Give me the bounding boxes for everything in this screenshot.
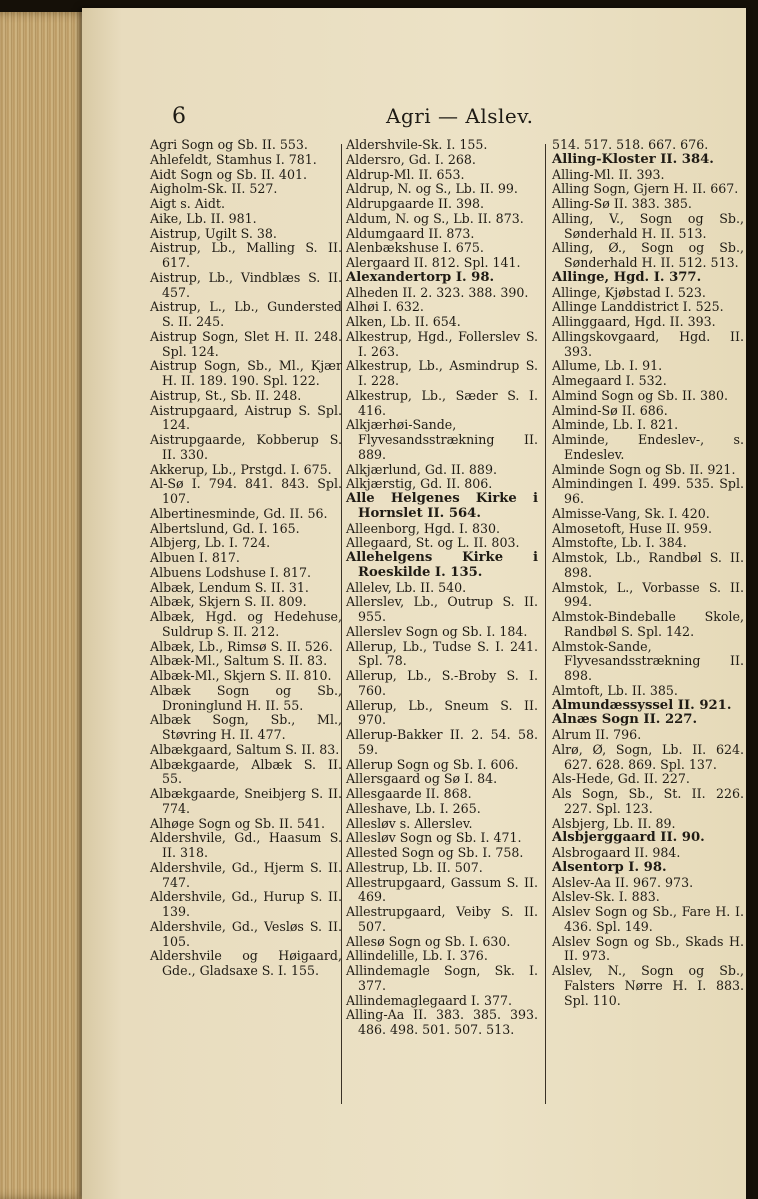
index-entry: 514. 517. 518. 667. 676. xyxy=(552,137,709,152)
index-entry: Albæk, Skjern S. II. 809. xyxy=(150,594,307,610)
index-entry: Alslev, N., Sogn og Sb., Falsters Nørre H. I. 883. Spl. 110. xyxy=(552,963,744,1008)
index-entry: Alhøi I. 632. xyxy=(346,299,424,315)
index-entry: Albæk-Ml., Saltum S. II. 83. xyxy=(150,653,328,669)
index-entry: Alkjærstig, Gd. II. 806. xyxy=(346,476,493,492)
index-entry: Almundæssyssel II. 921. xyxy=(552,697,732,713)
index-entry: Aldershvile, Gd., Hurup S. II. 139. xyxy=(150,889,342,919)
index-entry: Aistrupgaarde, Kobberup S. II. 330. xyxy=(150,432,342,462)
index-entry: Albæk Sogn og Sb., Droninglund H. II. 55. xyxy=(150,682,342,713)
index-column-1 xyxy=(150,138,342,979)
index-entry: Aistrup Sogn, Sb., Ml., Kjær H. II. 189. 190. Spl. 122. xyxy=(150,358,342,388)
index-entry: Aistrup, St., Sb. II. 248. xyxy=(150,387,302,403)
index-entry: Aistrupgaard, Aistrup S. Spl. 124. xyxy=(150,402,342,433)
index-entry: Almtoft, Lb. II. 385. xyxy=(552,682,678,698)
index-entry: Alsbrogaard II. 984. xyxy=(552,845,681,860)
index-entry: Allesø Sogn og Sb. I. 630. xyxy=(346,933,511,949)
index-entry: Allested Sogn og Sb. I. 758. xyxy=(346,845,524,860)
index-entry: Aidt Sogn og Sb. II. 401. xyxy=(150,166,307,182)
index-entry: Allerslev, Lb., Outrup S. II. 955. xyxy=(346,594,538,624)
index-entry: Almstok, Lb., Randbøl S. II. 898. xyxy=(552,550,744,580)
index-entry: Aistrup, Ugilt S. 38. xyxy=(150,225,277,241)
index-entry: Aldrup-Ml. II. 653. xyxy=(346,166,465,182)
index-entry: Aldersro, Gd. I. 268. xyxy=(346,151,476,167)
index-entry: Alhøge Sogn og Sb. II. 541. xyxy=(150,815,326,831)
index-entry: Allersgaard og Sø I. 84. xyxy=(346,771,498,787)
index-entry: Allume, Lb. I. 91. xyxy=(552,358,663,374)
index-entry: Alken, Lb. II. 654. xyxy=(346,314,461,329)
index-entry: Aldrup, N. og S., Lb. II. 99. xyxy=(346,181,518,197)
index-entry: Albuens Lodshuse I. 817. xyxy=(150,564,311,580)
index-entry: Alexandertorp I. 98. xyxy=(346,269,495,285)
index-entry: Alergaard II. 812. Spl. 141. xyxy=(346,255,521,270)
index-entry: Alslev Sogn og Sb., Skads H. II. 973. xyxy=(552,933,744,964)
index-entry: Allerslev Sogn og Sb. I. 184. xyxy=(346,623,528,639)
index-column-3 xyxy=(552,138,744,1008)
index-entry: Aldershvile-Sk. I. 155. xyxy=(346,137,488,152)
index-entry: Almstok, L., Vorbasse S. II. 994. xyxy=(552,579,744,610)
index-entry: Albjerg, Lb. I. 724. xyxy=(150,535,271,551)
index-entry: Almind-Sø II. 686. xyxy=(552,402,668,418)
index-entry: Allinge, Hgd. I. 377. xyxy=(552,269,702,285)
index-entry: Alenbækshuse I. 675. xyxy=(346,240,484,256)
index-entry: Alsbjerg, Lb. II. 89. xyxy=(552,815,676,831)
index-entry: Alkjærhøi-Sande, Flyvesandsstrækning II. 889. xyxy=(346,417,538,462)
index-entry: Aldershvile og Høigaard, Gde., Gladsaxe S. I. 155. xyxy=(150,948,342,978)
index-entry: Allindelille, Lb. I. 376. xyxy=(346,948,488,964)
index-entry: Allerup, Lb., Tudse S. I. 241. Spl. 78. xyxy=(346,638,538,669)
index-entry: Allesgaarde II. 868. xyxy=(346,786,472,801)
index-entry: Alsbjerggaard II. 90. xyxy=(552,830,705,846)
index-entry: Allindemagle Sogn, Sk. I. 377. xyxy=(346,963,538,993)
index-entry: Almegaard I. 532. xyxy=(552,373,667,388)
index-entry: Albertslund, Gd. I. 165. xyxy=(150,520,300,536)
index-entry: Almstofte, Lb. I. 384. xyxy=(552,535,687,551)
index-entry: Aigt s. Aidt. xyxy=(150,196,225,211)
index-entry: Allindemaglegaard I. 377. xyxy=(346,992,512,1008)
index-entry: Alminde, Endeslev-, s. Endeslev. xyxy=(552,432,744,462)
index-entry: Albæk-Ml., Skjern S. II. 810. xyxy=(150,668,332,683)
index-entry: Alling-Kloster II. 384. xyxy=(552,151,714,167)
index-entry: Aike, Lb. II. 981. xyxy=(150,210,257,226)
index-entry: Alkestrup, Lb., Asmindrup S. I. 228. xyxy=(346,358,538,388)
index-entry: Alling-Aa II. 383. 385. 393. 486. 498. 501. 507. 513. xyxy=(346,1007,538,1037)
index-entry: Allinge Landdistrict I. 525. xyxy=(552,299,724,315)
index-entry: Agri Sogn og Sb. II. 553. xyxy=(150,137,308,152)
index-entry: Allerup, Lb., Sneum S. II. 970. xyxy=(346,697,538,728)
index-entry: Allegaard, St. og L. II. 803. xyxy=(346,535,520,551)
book-page xyxy=(82,8,746,1199)
index-column-2 xyxy=(346,138,538,1038)
index-entry: Allingskovgaard, Hgd. II. 393. xyxy=(552,328,744,359)
index-entry: Alheden II. 2. 323. 388. 390. xyxy=(346,284,529,300)
index-entry: Alslev Sogn og Sb., Fare H. I. 436. Spl. 149. xyxy=(552,904,744,934)
index-entry: Allerup Sogn og Sb. I. 606. xyxy=(346,756,519,772)
index-entry: Alle Helgenes Kirke i Hornslet II. 564. xyxy=(346,491,538,521)
index-entry: Alslev-Sk. I. 883. xyxy=(552,889,660,905)
index-entry: Alleshave, Lb. I. 265. xyxy=(346,800,481,816)
index-entry: Albækgaarde, Albæk S. II. 55. xyxy=(150,756,342,787)
index-entry: Alkestrup, Lb., Sæder S. I. 416. xyxy=(346,387,538,418)
index-entry: Aistrup, L., Lb., Gundersted S. II. 245. xyxy=(150,299,342,329)
index-entry: Allestrup, Lb. II. 507. xyxy=(346,859,483,875)
index-entry: Aistrup, Lb., Vindblæs S. II. 457. xyxy=(150,269,342,300)
index-entry: Alrø, Ø, Sogn, Lb. II. 624. 627. 628. 869. Spl. 137. xyxy=(552,741,744,772)
index-entry: Aigholm-Sk. II. 527. xyxy=(150,181,278,197)
index-entry: Allinggaard, Hgd. II. 393. xyxy=(552,314,716,329)
index-entry: Als Sogn, Sb., St. II. 226. 227. Spl. 123. xyxy=(552,786,744,816)
index-entry: Alsentorp I. 98. xyxy=(552,859,667,875)
running-title: Agri — Alslev. xyxy=(386,104,534,128)
column-divider xyxy=(545,144,546,1104)
index-entry: Alnæs Sogn II. 227. xyxy=(552,712,698,728)
index-entry: Albæk Sogn, Sb., Ml., Støvring H. II. 477. xyxy=(150,712,342,742)
index-entry: Aldum, N. og S., Lb. II. 873. xyxy=(346,210,524,226)
index-entry: Albækgaard, Saltum S. II. 83. xyxy=(150,741,340,757)
index-entry: Albæk, Lb., Rimsø S. II. 526. xyxy=(150,638,333,654)
index-entry: Almstok-Sande, Flyvesandsstrækning II. 898. xyxy=(552,638,744,683)
index-entry: Almind Sogn og Sb. II. 380. xyxy=(552,387,728,403)
index-entry: Alleenborg, Hgd. I. 830. xyxy=(346,520,501,536)
index-entry: Alrum II. 796. xyxy=(552,727,642,742)
index-entry: Alling, Ø., Sogn og Sb., Sønderhald H. II. 512. 513. xyxy=(552,240,744,270)
index-entry: Allestrupgaard, Gassum S. II. 469. xyxy=(346,874,538,905)
page-number: 6 xyxy=(172,104,186,129)
index-entry: Aldrupgaarde II. 398. xyxy=(346,196,484,211)
index-entry: Al-Sø I. 794. 841. 843. Spl. 107. xyxy=(150,476,342,506)
index-entry: Aistrup Sogn, Slet H. II. 248. Spl. 124. xyxy=(150,328,342,359)
index-entry: Albækgaarde, Sneibjerg S. II. 774. xyxy=(150,786,342,816)
index-entry: Albæk, Hgd. og Hedehuse, Suldrup S. II. 212. xyxy=(150,609,342,639)
index-entry: Alling-Ml. II. 393. xyxy=(552,166,665,182)
index-entry: Almstok-Bindeballe Skole, Randbøl S. Spl. 142. xyxy=(552,609,744,639)
index-entry: Alminde, Lb. I. 821. xyxy=(552,417,679,433)
index-entry: Allestrupgaard, Veiby S. II. 507. xyxy=(346,904,538,934)
index-entry: Aldumgaard II. 873. xyxy=(346,225,475,241)
index-entry: Allerup, Lb., S.-Broby S. I. 760. xyxy=(346,668,538,698)
index-entry: Aldershvile, Gd., Haasum S. II. 318. xyxy=(150,830,342,860)
index-entry: Alslev-Aa II. 967. 973. xyxy=(552,874,694,890)
index-entry: Alkjærlund, Gd. II. 889. xyxy=(346,461,497,477)
index-entry: Aldershvile, Gd., Hjerm S. II. 747. xyxy=(150,859,342,890)
index-entry: Allesløv s. Allerslev. xyxy=(346,815,473,831)
index-entry: Alkestrup, Hgd., Follerslev S. I. 263. xyxy=(346,328,538,359)
index-entry: Allesløv Sogn og Sb. I. 471. xyxy=(346,830,522,846)
index-entry: Akkerup, Lb., Prstgd. I. 675. xyxy=(150,461,332,477)
book-page-edges xyxy=(0,12,92,1199)
index-entry: Allelev, Lb. II. 540. xyxy=(346,579,467,595)
index-entry: Aldershvile, Gd., Vesløs S. II. 105. xyxy=(150,918,342,949)
index-entry: Almindingen I. 499. 535. Spl. 96. xyxy=(552,476,744,506)
page-header xyxy=(82,104,746,136)
index-entry: Alling, V., Sogn og Sb., Sønderhald H. II. 513. xyxy=(552,210,744,241)
index-entry: Allerup-Bakker II. 2. 54. 58. 59. xyxy=(346,727,538,757)
index-entry: Allinge, Kjøbstad I. 523. xyxy=(552,284,706,300)
index-entry: Alminde Sogn og Sb. II. 921. xyxy=(552,461,736,477)
index-entry: Albuen I. 817. xyxy=(150,550,240,565)
index-entry: Albæk, Lendum S. II. 31. xyxy=(150,579,309,595)
index-entry: Alling Sogn, Gjern H. II. 667. xyxy=(552,181,739,197)
index-entry: Als-Hede, Gd. II. 227. xyxy=(552,771,690,787)
index-entry: Almosetoft, Huse II. 959. xyxy=(552,520,712,536)
index-entry: Ahlefeldt, Stamhus I. 781. xyxy=(150,151,317,167)
index-entry: Allehelgens Kirke i Roeskilde I. 135. xyxy=(346,550,538,580)
index-entry: Albertinesminde, Gd. II. 56. xyxy=(150,505,328,521)
index-entry: Almisse-Vang, Sk. I. 420. xyxy=(552,505,710,521)
index-entry: Alling-Sø II. 383. 385. xyxy=(552,196,692,211)
index-entry: Aistrup, Lb., Malling S. II. 617. xyxy=(150,240,342,270)
